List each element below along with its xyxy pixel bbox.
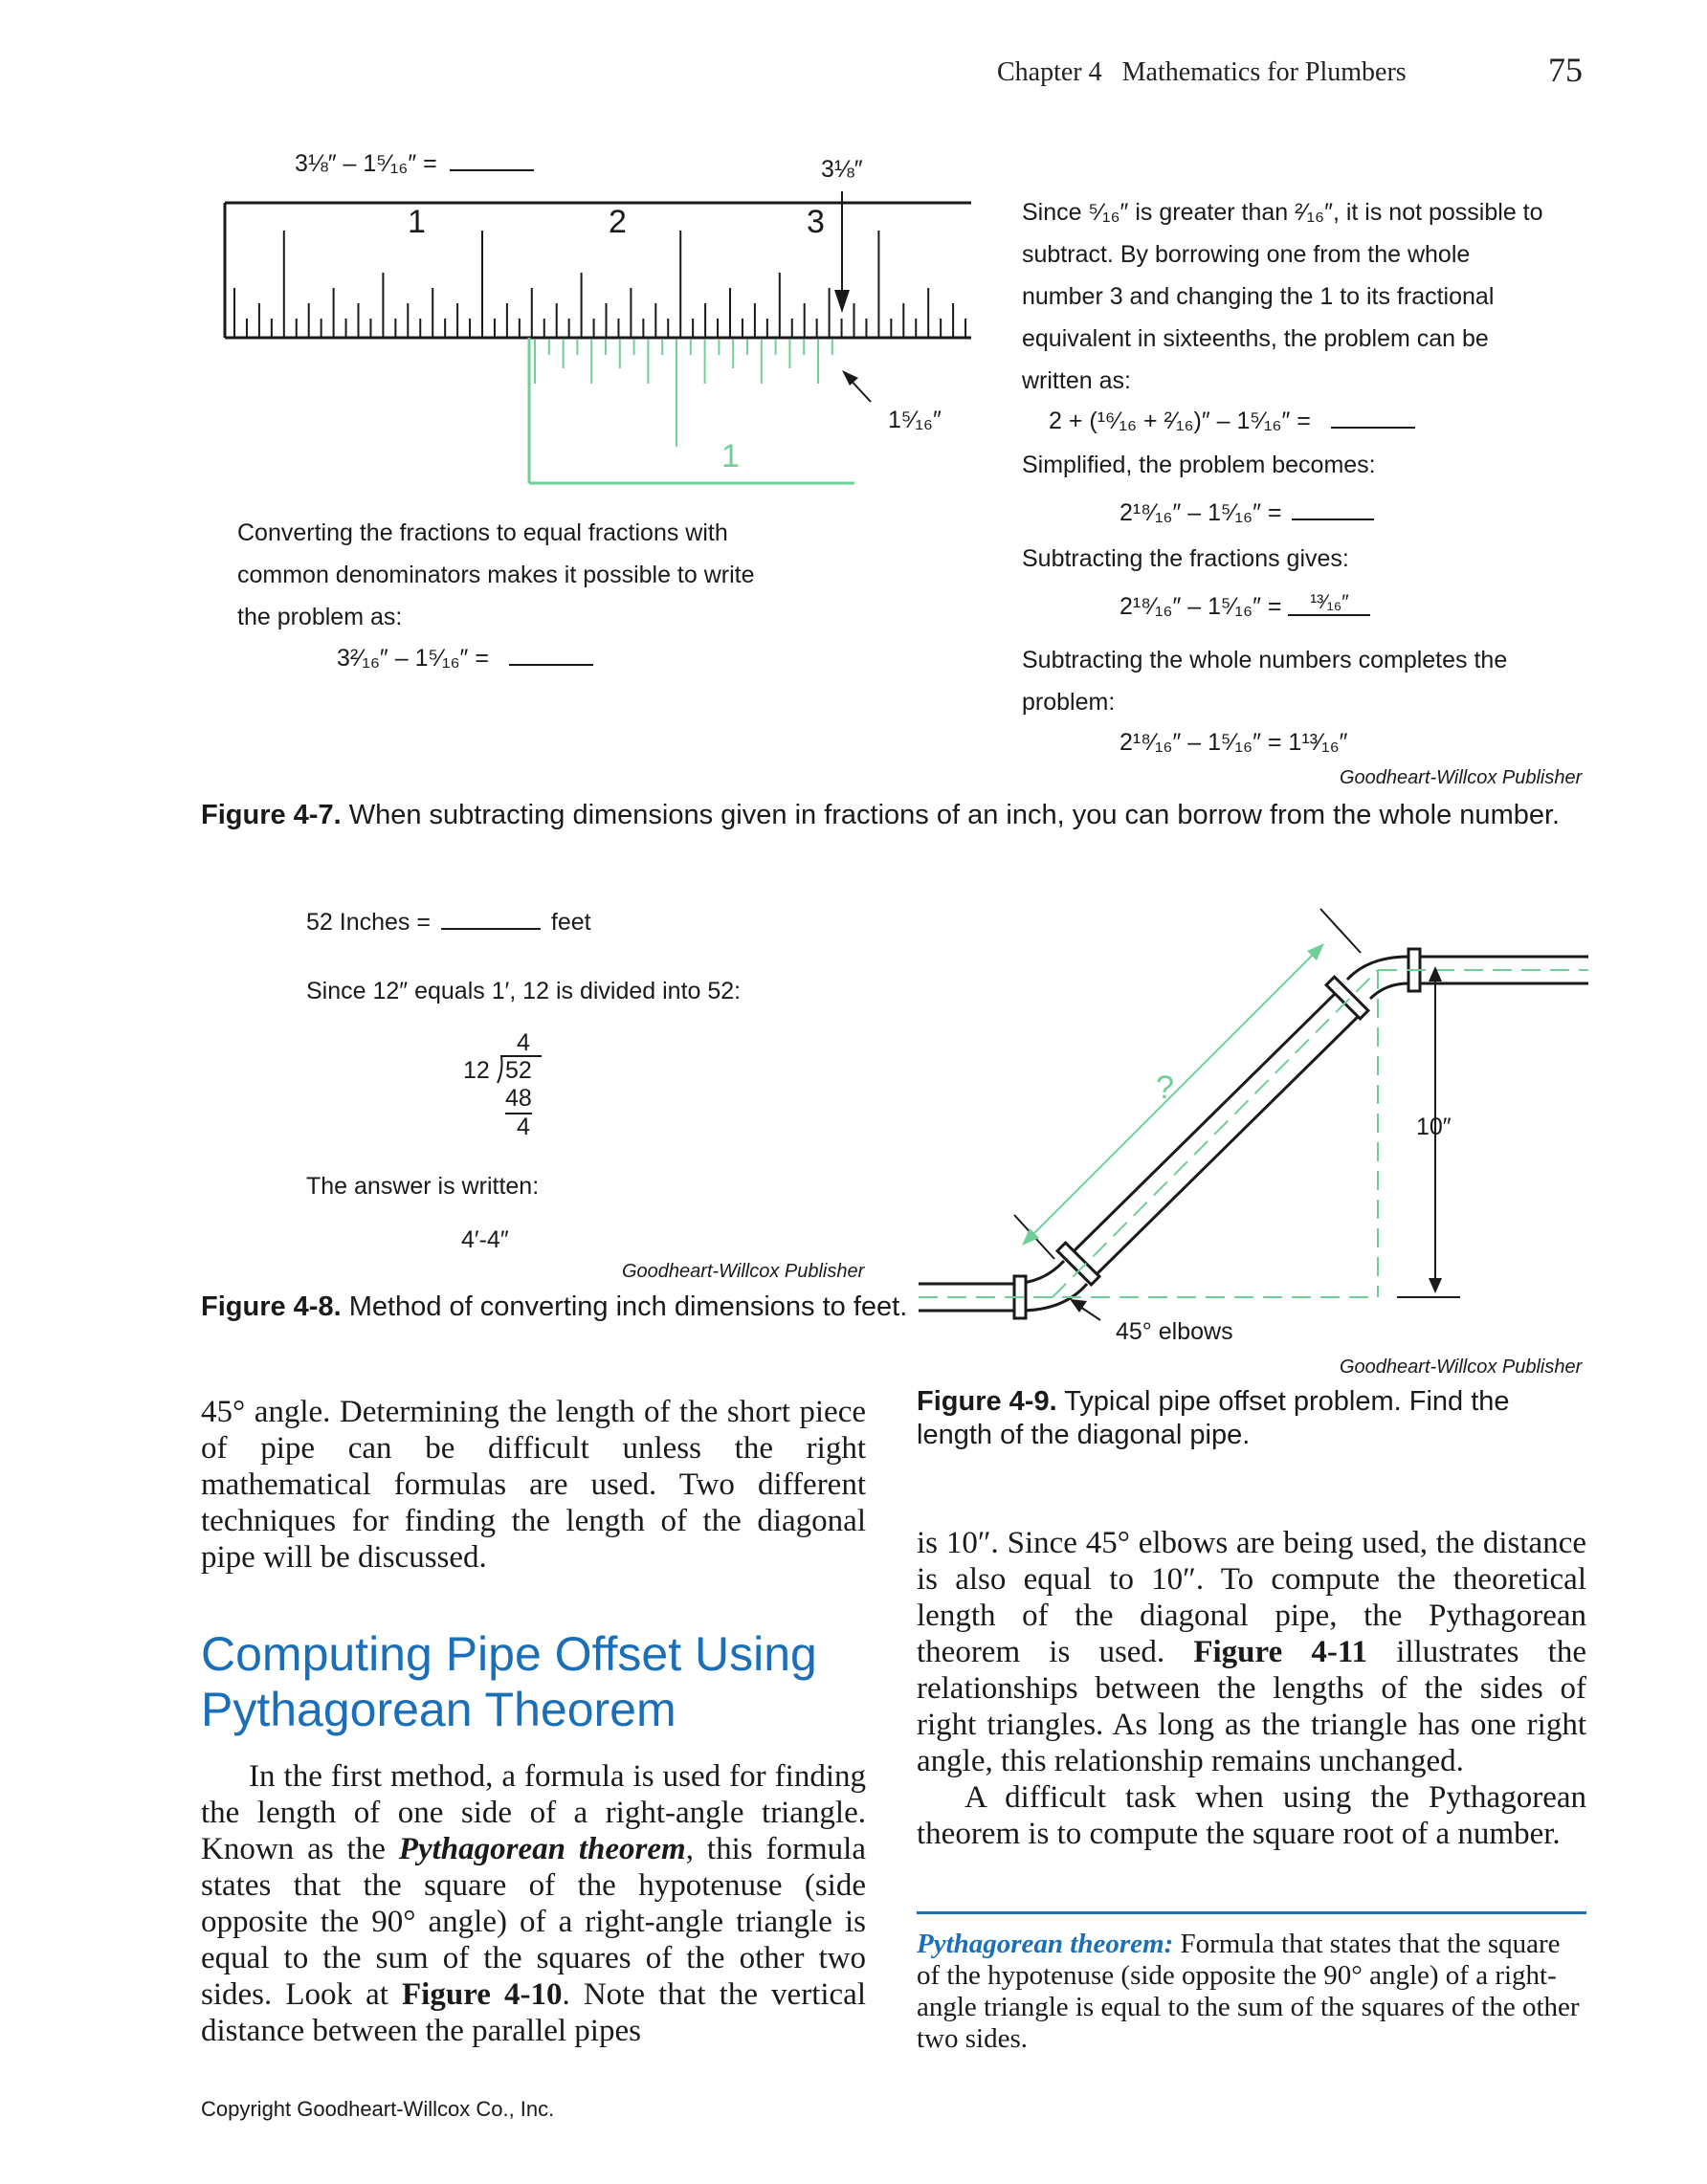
fig48-answer-intro: The answer is written: xyxy=(306,1173,540,1200)
green-scale-number: 1 xyxy=(721,438,740,474)
answer-blank xyxy=(450,148,534,171)
pipe-offset-diagram xyxy=(919,899,1588,1358)
caption-text: Method of converting inch dimensions to feet. xyxy=(341,1291,908,1322)
text-fragment: illustrates the relationships between the lengths of the sides of right triangles. As long as the triangle has one right angle, this relationship remains unchanged. xyxy=(917,1635,1586,1778)
fig47-equation-1 xyxy=(1049,406,1415,435)
fig47-ruler-top-label: 3⅛″ xyxy=(821,156,863,183)
answer-blank xyxy=(1292,497,1374,520)
glossary-box xyxy=(917,1929,1586,2055)
text-line: Subtracting the whole numbers completes the xyxy=(1022,647,1508,673)
text-line: subtract. By borrowing one from the whole xyxy=(1022,241,1471,268)
left-body-paragraph-1: 45° angle. Determining the length of the short piece of pipe can be difficult unless the right mathematical formulas are used. Two different techniques for finding the length of the diagonal pipe will be discussed. xyxy=(201,1395,866,1575)
fig47-credit: Goodheart-Willcox Publisher xyxy=(1340,767,1583,788)
caption-label: Figure 4-8. xyxy=(201,1291,342,1322)
text-line: common denominators makes it possible to write xyxy=(237,562,755,588)
text-line: problem: xyxy=(1022,689,1116,716)
fig47-problem xyxy=(295,148,534,178)
fig48-answer: 4′-4″ xyxy=(461,1226,509,1253)
copyright-footer: Copyright Goodheart-Willcox Co., Inc. xyxy=(201,2097,555,2121)
division-remainder: 4 xyxy=(517,1114,530,1140)
caption-text: Typical pipe offset problem. Find the length of the diagonal pipe. xyxy=(917,1386,1510,1450)
fig49-credit: Goodheart-Willcox Publisher xyxy=(1340,1357,1583,1378)
right-body-paragraph-2: A difficult task when using the Pythagorean theorem is to compute the square root of a number. xyxy=(917,1780,1586,1851)
answer-blank xyxy=(509,643,593,666)
caption-label: Figure 4-7. xyxy=(201,800,342,830)
equation-answer: ¹³⁄₁₆″ xyxy=(1288,591,1370,616)
answer-blank xyxy=(1331,406,1415,429)
glossary-divider xyxy=(917,1911,1586,1914)
fig47-equation-3 xyxy=(1120,591,1370,621)
section-heading xyxy=(201,1626,871,1737)
fig47-right-paragraph xyxy=(1022,191,1543,402)
division-dividend: 52 xyxy=(505,1057,532,1084)
fig47-equation-2 xyxy=(1120,497,1374,527)
text-line: Converting the fractions to equal fractions with xyxy=(237,519,728,546)
left-body-paragraph-2 xyxy=(201,1758,866,2049)
scale-label: 1⁵⁄₁₆″ xyxy=(888,407,942,433)
right-body-paragraph-1 xyxy=(917,1525,1586,1779)
fig47-subtracting-fractions: Subtracting the fractions gives: xyxy=(1022,545,1349,572)
figure-reference: Figure 4-11 xyxy=(1193,1635,1368,1669)
equation-text: 2¹⁸⁄₁₆″ – 1⁵⁄₁₆″ = xyxy=(1120,593,1282,620)
division-quotient: 4 xyxy=(517,1029,530,1056)
fig48-line1 xyxy=(306,907,591,937)
fig47-ruler-diagram xyxy=(215,187,981,493)
fig47-left-equation xyxy=(337,643,593,673)
ruler-number-2: 2 xyxy=(609,204,627,240)
long-division xyxy=(457,1029,543,1144)
equation-text: 3²⁄₁₆″ – 1⁵⁄₁₆″ = xyxy=(337,645,489,672)
fig48-caption xyxy=(201,1291,907,1323)
answer-blank xyxy=(441,907,541,930)
fig47-caption xyxy=(201,800,1560,831)
vertical-dimension-label: 10″ xyxy=(1416,1114,1452,1140)
equation-text: 2 + (¹⁶⁄₁₆ + ²⁄₁₆)″ – 1⁵⁄₁₆″ = xyxy=(1049,408,1311,434)
text-fragment: In the first method, a formula is used for finding the length of one side of a right-angle triangle. Known as the xyxy=(201,1759,866,1866)
fig47-left-paragraph xyxy=(237,512,755,638)
division-bracket xyxy=(457,1029,543,1087)
division-product: 48 xyxy=(505,1085,532,1114)
figure-reference: Figure 4-10 xyxy=(402,1977,563,2012)
caption-label: Figure 4-9. xyxy=(917,1386,1057,1417)
key-term: Pythagorean theorem xyxy=(398,1832,686,1866)
fig49-caption xyxy=(917,1385,1586,1452)
heading-line: Pythagorean Theorem xyxy=(201,1683,676,1736)
text-line: the problem as: xyxy=(237,604,403,630)
caption-text: When subtracting dimensions given in fractions of an inch, you can borrow from the whole number. xyxy=(341,800,1561,830)
equation-text: 2¹⁸⁄₁₆″ – 1⁵⁄₁₆″ = xyxy=(1120,499,1282,526)
fig47-subtracting-whole xyxy=(1022,639,1507,723)
unknown-length-mark: ? xyxy=(1156,1070,1174,1106)
ruler-number-3: 3 xyxy=(807,204,825,240)
text-line: written as: xyxy=(1022,367,1131,394)
fig48-line2: Since 12″ equals 1′, 12 is divided into 52: xyxy=(306,978,742,1004)
elbows-label: 45° elbows xyxy=(1116,1318,1233,1345)
running-header: Chapter 4 Mathematics for Plumbers xyxy=(997,57,1407,87)
glossary-term: Pythagorean theorem: xyxy=(917,1929,1174,1959)
text-fragment: . Note that the vertical distance between the parallel pipes xyxy=(201,1977,866,2048)
ruler-number-1: 1 xyxy=(408,204,426,240)
text-fragment: , this formula states that the square of the hypotenuse (side opposite the 90° angle) of a right-angle triangle is equal to the sum of the squares of the other two sides. Look at xyxy=(201,1832,866,2012)
text-fragment: 52 Inches = xyxy=(306,909,431,936)
text-fragment: is 10″. Since 45° elbows are being used, the distance is also equal to 10″. To compute the theoretical length of the diagonal pipe, the Pythagorean theorem is used. xyxy=(917,1526,1586,1669)
page-number: 75 xyxy=(1548,51,1583,89)
text-line: number 3 and changing the 1 to its fractional xyxy=(1022,283,1495,310)
fig47-equation-4: 2¹⁸⁄₁₆″ – 1⁵⁄₁₆″ = 1¹³⁄₁₆″ xyxy=(1120,729,1348,756)
division-divisor: 12 xyxy=(463,1057,490,1084)
fig47-problem-text: 3⅛″ – 1⁵⁄₁₆″ = xyxy=(295,150,437,177)
heading-line: Computing Pipe Offset Using xyxy=(201,1627,817,1681)
fig48-credit: Goodheart-Willcox Publisher xyxy=(622,1261,865,1282)
text-fragment: feet xyxy=(550,909,591,936)
text-line: Since ⁵⁄₁₆″ is greater than ²⁄₁₆″, it is not possible to xyxy=(1022,199,1543,226)
fig47-simplified: Simplified, the problem becomes: xyxy=(1022,452,1376,478)
glossary-definition: Formula that states that the square of the hypotenuse (side opposite the 90° angle) of a right-angle triangle is equal to the sum of the squares of the other two sides. xyxy=(917,1929,1580,2054)
text-line: equivalent in sixteenths, the problem can be xyxy=(1022,325,1489,352)
